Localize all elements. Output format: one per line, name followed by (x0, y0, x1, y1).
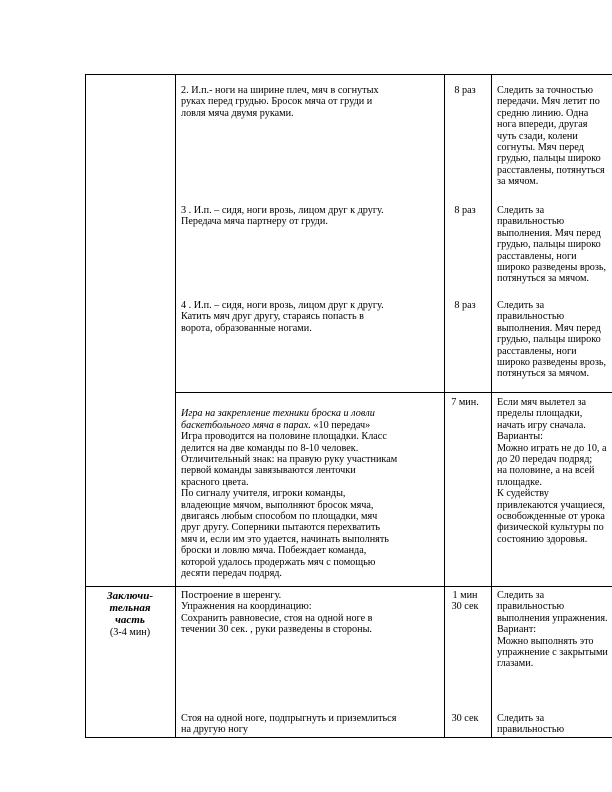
exercise-2-text: 2. И.п.- ноги на ширине плеч, мяч в согнутых руках перед грудью. Бросок мяча от груди и ловля мяча двумя руками. (181, 85, 379, 119)
final-exercise-notes: Следить за правильностью выполнения упражнения. Вариант: Можно выполнять это упражнение с закрытыми глазами. (497, 590, 608, 670)
last-exercise-notes: Следить за правильностью (497, 713, 565, 736)
exercise-4-dosage: 8 раз (454, 300, 476, 311)
exercise-3-text: 3 . И.п. – сидя, ноги врозь, лицом друг к другу. Передача мяча партнеру от груди. (181, 205, 384, 228)
exercise-3-dosage: 8 раз (454, 205, 476, 216)
game-rules: Игра проводится на половине площадки. Класс делится на две команды по 8-10 человек. Отличительный знак: на правую руку участникам первой команды завязываются ленточки красного цвета. По сигналу учителя, игроки команды, владеющие мячом, выполняют бросок мяча, двигаясь любым способом по площадки, мяч друг другу. Соперники пытаются перехватить мяч и, если им это удается, начинать выполнять броски и ловлю мяча. Побеждает команда, которой удалось продержать мяч с помощью десяти передач подряд. (181, 431, 398, 580)
table-left-border (85, 74, 86, 738)
exercise-4-text: 4 . И.п. – сидя, ноги врозь, лицом друг к другу. Катить мяч друг другу, стараясь попасть в ворота, образованные ногами. (181, 300, 384, 334)
column-divider-1 (175, 74, 176, 738)
final-section-time: (3-4 мин) (109, 627, 151, 638)
game-name: «10 передач» (310, 419, 371, 431)
exercise-2-dosage: 8 раз (454, 85, 476, 96)
final-exercise-dosage: 1 мин 30 сек (451, 590, 479, 613)
table-top-border (85, 74, 612, 75)
game-notes: Если мяч вылетел за пределы площадки, начать игру сначала. Варианты: Можно играть не до 10, а до 20 передач подряд; на половине, а на всей площадке. К судейству привлекаются учащиеся, освобожденные от урока физической культуры по состоянию здоровья. (497, 397, 607, 545)
final-section-title: Заключи- тельная часть (107, 590, 153, 626)
column-divider-3 (491, 74, 492, 738)
last-exercise-dosage: 30 сек (451, 713, 479, 724)
exercise-3-notes: Следить за правильностью выполнения. Мяч перед грудью, пальцы широко расставлены, ноги широко разведены врозь, потянуться за мячом. (497, 205, 607, 285)
exercise-4-notes: Следить за правильностью выполнения. Мяч перед грудью, пальцы широко расставлены, ноги широко разведены врозь, потянуться за мячом. (497, 300, 607, 380)
game-description (181, 397, 443, 591)
game-dosage: 7 мин. (451, 397, 479, 408)
game-title: Игра на закрепление техники броска и ловли баскетбольного мяча в парах. (181, 408, 375, 431)
exercise-2-notes: Следить за точностью передачи. Мяч летит по средню линию. Одна нога впереди, другая чуть сзади, колени согнуты. Мяч перед грудью, пальцы широко расставлены, потянуться за мячом. (497, 85, 605, 188)
row-divider-game (175, 392, 612, 393)
table-bottom-border (85, 737, 612, 738)
final-exercise-text: Построение в шеренгу. Упражнения на координацию: Сохранить равновесие, стоя на одной ноге в течении 30 сек. , руки разведены в стороны. (181, 590, 373, 636)
last-exercise-text: Стоя на одной ноге, подпрыгнуть и приземлиться на другую ногу (181, 713, 397, 736)
